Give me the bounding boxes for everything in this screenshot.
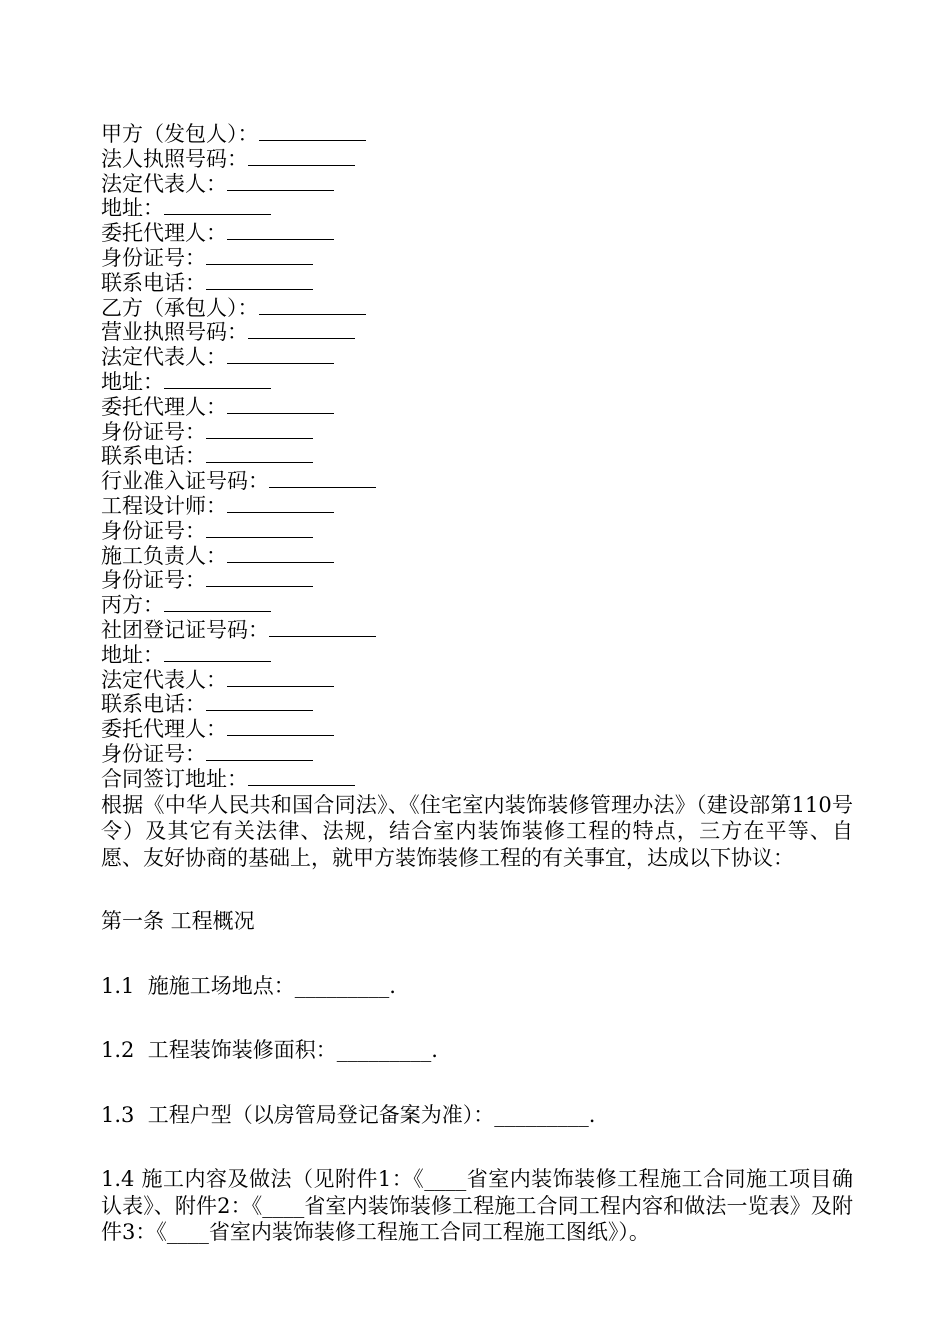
field-line: [101, 172, 853, 197]
blank-underline: [259, 123, 366, 141]
field-line: [101, 544, 853, 569]
field-line: [101, 345, 853, 370]
field-label: 法人执照号码：: [101, 146, 248, 171]
field-line: [101, 668, 853, 693]
field-label: 法定代表人：: [101, 345, 227, 370]
blank-underline: [227, 669, 334, 687]
preamble-paragraph: 根据《中华人民共和国合同法》、《住宅室内装饰装修管理办法》（建设部第110号令）及其它有关法律、法规，结合室内装饰装修工程的特点，三方在平等、自愿、友好协商的基础上，就甲方装饰装修工程的有关事宜，达成以下协议：: [101, 792, 853, 870]
party-fields: [101, 122, 853, 792]
field-line: [101, 122, 853, 147]
blank-underline: [248, 768, 355, 786]
blank-underline: [269, 619, 376, 637]
field-label: 委托代理人：: [101, 221, 227, 246]
blank-underline: [206, 272, 313, 290]
item-1-1: 1.1 施施工场地点：_________.: [101, 973, 396, 998]
blank-underline: [206, 421, 313, 439]
blank-underline: [227, 346, 334, 364]
field-line: [101, 717, 853, 742]
field-label: 身份证号：: [101, 245, 206, 270]
field-label: 联系电话：: [101, 692, 206, 717]
field-label: 丙方：: [101, 593, 164, 618]
field-label: 工程设计师：: [101, 493, 227, 518]
blank-underline: [227, 495, 334, 513]
field-label: 甲方（发包人）：: [101, 122, 259, 146]
field-label: 联系电话：: [101, 270, 206, 295]
field-label: 乙方（承包人）：: [101, 295, 259, 320]
field-label: 地址：: [101, 196, 164, 221]
blank-underline: [164, 371, 271, 389]
field-label: 身份证号：: [101, 518, 206, 543]
field-label: 地址：: [101, 369, 164, 394]
field-label: 法定代表人：: [101, 171, 227, 196]
field-line: [101, 444, 853, 469]
blank-underline: [164, 197, 271, 215]
field-line: [101, 469, 853, 494]
item-1-3: 1.3 工程户型（以房管局登记备案为准）：_________.: [101, 1102, 596, 1127]
field-line: [101, 296, 853, 321]
field-line: [101, 271, 853, 296]
field-line: [101, 395, 853, 420]
field-line: [101, 147, 853, 172]
field-label: 社团登记证号码：: [101, 617, 269, 642]
field-label: 行业准入证号码：: [101, 469, 269, 494]
blank-underline: [227, 545, 334, 563]
field-label: 法定代表人：: [101, 667, 227, 692]
field-line: [101, 519, 853, 544]
field-label: 合同签订地址：: [101, 766, 248, 791]
blank-underline: [227, 173, 334, 191]
field-line: [101, 593, 853, 618]
blank-underline: [269, 470, 376, 488]
field-line: [101, 494, 853, 519]
field-line: [101, 568, 853, 593]
blank-underline: [206, 520, 313, 538]
field-line: [101, 692, 853, 717]
item-1-4: 1.4 施工内容及做法（见附件1：《____省室内装饰装修工程施工合同施工项目确认表》、附件2：《____省室内装饰装修工程施工合同工程内容和做法一览表》及附件3：《____省室内装饰装修工程施工合同工程施工图纸》）。: [101, 1167, 853, 1245]
item-1-2: 1.2 工程装饰装修面积：_________.: [101, 1038, 438, 1063]
blank-underline: [227, 222, 334, 240]
field-line: [101, 618, 853, 643]
contract-page: [101, 122, 853, 1246]
field-line: [101, 370, 853, 395]
blank-underline: [206, 743, 313, 761]
field-line: [101, 246, 853, 271]
field-line: [101, 643, 853, 668]
field-label: 身份证号：: [101, 741, 206, 766]
field-line: [101, 196, 853, 221]
blank-underline: [164, 644, 271, 662]
field-label: 营业执照号码：: [101, 320, 248, 345]
article-title: 第一条 工程概况: [101, 909, 255, 934]
blank-underline: [164, 594, 271, 612]
blank-underline: [206, 445, 313, 463]
field-line: [101, 221, 853, 246]
field-line: [101, 742, 853, 767]
field-label: 身份证号：: [101, 568, 206, 593]
blank-underline: [259, 297, 366, 315]
blank-underline: [206, 569, 313, 587]
blank-underline: [248, 148, 355, 166]
field-line: [101, 420, 853, 445]
blank-underline: [227, 396, 334, 414]
field-label: 地址：: [101, 642, 164, 667]
field-label: 委托代理人：: [101, 717, 227, 742]
blank-underline: [206, 693, 313, 711]
field-label: 身份证号：: [101, 419, 206, 444]
field-line: [101, 767, 853, 792]
blank-underline: [248, 321, 355, 339]
blank-underline: [206, 247, 313, 265]
field-label: 联系电话：: [101, 444, 206, 469]
field-label: 施工负责人：: [101, 543, 227, 568]
field-label: 委托代理人：: [101, 394, 227, 419]
blank-underline: [227, 718, 334, 736]
field-line: [101, 320, 853, 345]
